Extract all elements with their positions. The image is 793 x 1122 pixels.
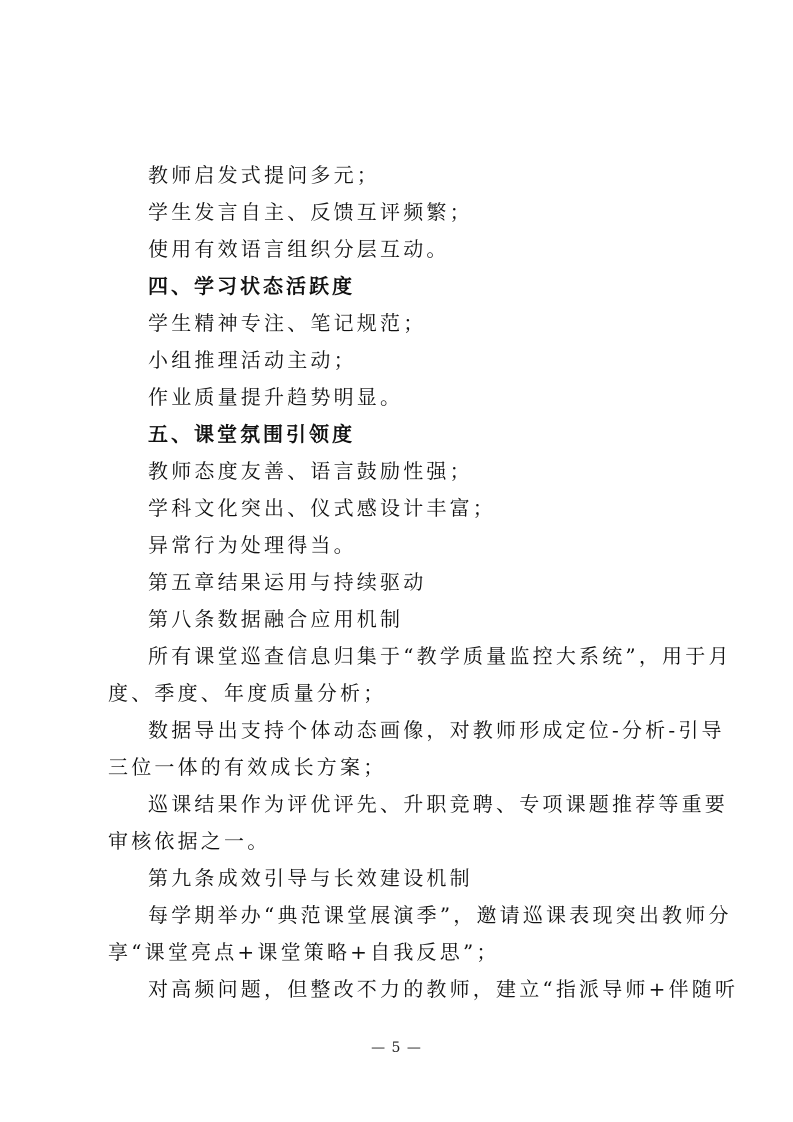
- page-number: — 5 —: [371, 1040, 422, 1056]
- text-line: 学生精神专注、笔记规范；: [148, 311, 427, 335]
- text-line: 每学期举办“典范课堂展演季”，邀请巡课表现突出教师分: [148, 903, 732, 927]
- text-line: 三位一体的有效成长方案；: [108, 755, 387, 779]
- text-line: 教师启发式提问多元；: [148, 163, 380, 187]
- text-line: 异常行为处理得当。: [148, 533, 357, 557]
- text-line: 使用有效语言组织分层互动。: [148, 237, 450, 261]
- section-heading: 四、学习状态活跃度: [148, 274, 355, 298]
- text-line: 教师态度友善、语言鼓励性强；: [148, 459, 473, 483]
- text-line: 对高频问题，但整改不力的教师，建立“指派导师+伴随听: [148, 977, 739, 1001]
- article-heading: 第八条数据融合应用机制: [148, 607, 404, 631]
- text-line: 小组推理活动主动；: [148, 348, 357, 372]
- text-line: 作业质量提升趋势明显。: [148, 385, 404, 409]
- text-line: 审核依据之一。: [108, 829, 271, 853]
- article-heading: 第九条成效引导与长效建设机制: [148, 866, 473, 890]
- text-line: 享“课堂亮点+课堂策略+自我反思”；: [108, 940, 500, 964]
- section-heading: 五、课堂氛围引领度: [148, 422, 355, 446]
- text-line: 学生发言自主、反馈互评频繁；: [148, 200, 473, 224]
- text-line: 度、季度、年度质量分析；: [108, 681, 387, 705]
- text-line: 巡课结果作为评优评先、升职竞聘、专项课题推荐等重要: [148, 792, 728, 816]
- chapter-heading: 第五章结果运用与持续驱动: [148, 570, 427, 594]
- text-line: 所有课堂巡查信息归集于“教学质量监控大系统”，用于月: [148, 644, 732, 668]
- text-line: 数据导出支持个体动态画像，对教师形成定位-分析-引导: [148, 718, 725, 742]
- text-line: 学科文化突出、仪式感设计丰富；: [148, 496, 496, 520]
